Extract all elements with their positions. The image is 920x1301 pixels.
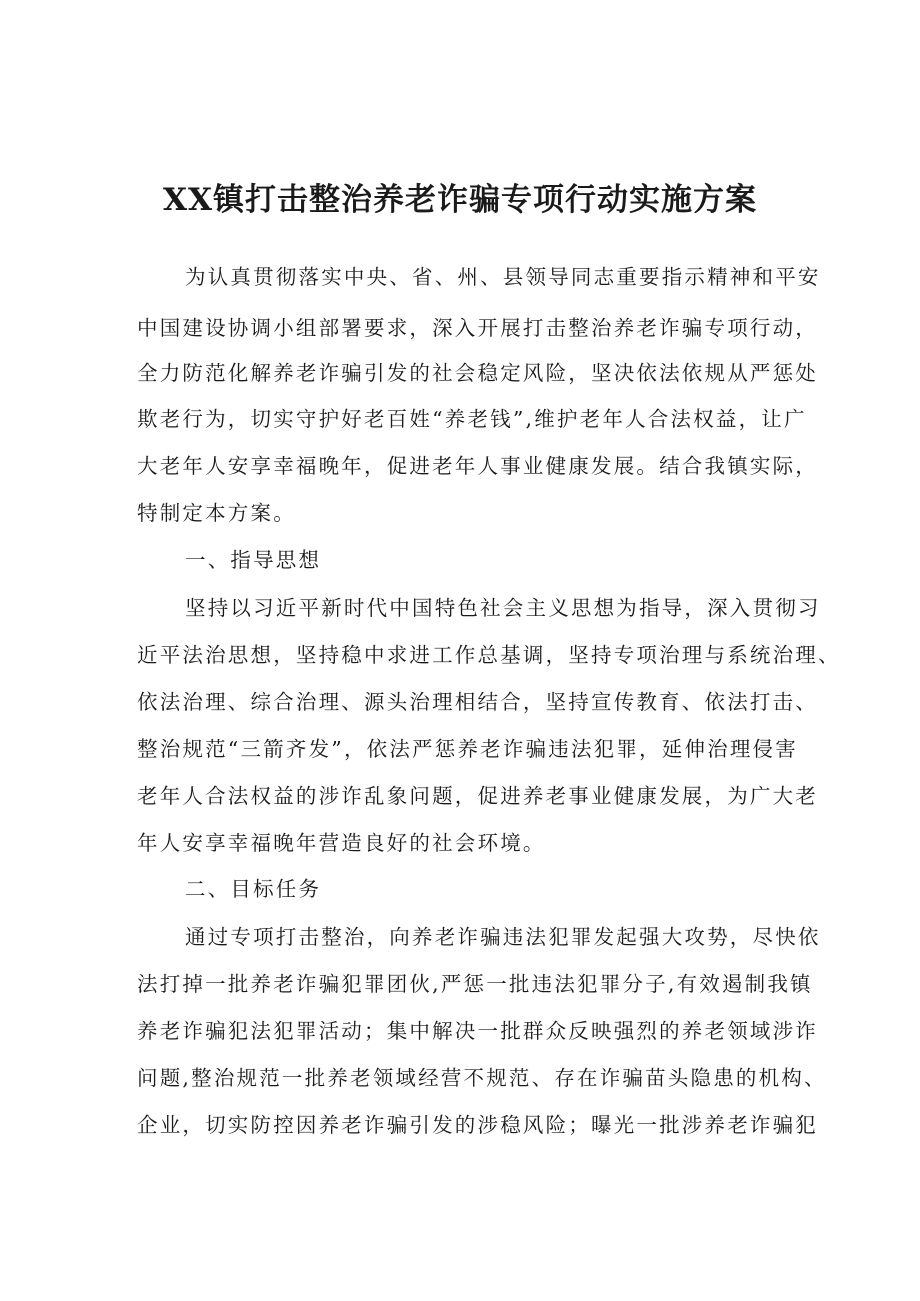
section1-line-6: 年人安享幸福晚年营造良好的社会环境。 [137,831,546,855]
intro-line-4: 欺老行为，切实守护好老百姓“养老钱”,维护老年人合法权益，让广 [137,407,807,431]
section2-line-4: 问题,整治规范一批养老领域经营不规范、存在诈骗苗头隐患的机构、 [137,1066,827,1090]
intro-line-6: 特制定本方案。 [137,501,296,525]
intro-line-2: 中国建设协调小组部署要求，深入开展打击整治养老诈骗专项行动， [137,316,818,340]
section1-line-5: 老年人合法权益的涉诈乱象问题，促进养老事业健康发展，为广大老 [137,784,818,808]
intro-line-1: 为认真贯彻落实中央、省、州、县领导同志重要指示精神和平安 [185,265,821,289]
section1-line-1: 坚持以习近平新时代中国特色社会主义思想为指导，深入贯彻习 [185,596,821,620]
section1-line-4: 整治规范“三箭齐发”，依法严惩养老诈骗违法犯罪，延伸治理侵害 [137,737,798,761]
section-heading-goals-tasks: 二、目标任务 [185,877,322,901]
section2-line-1: 通过专项打击整治，向养老诈骗违法犯罪发起强大攻势，尽快依 [185,925,821,949]
document-title: XX镇打击整治养老诈骗专项行动实施方案 [162,182,758,218]
section2-line-2: 法打掉一批养老诈骗犯罪团伙,严惩一批违法犯罪分子,有效遏制我镇 [137,972,813,996]
intro-line-3: 全力防范化解养老诈骗引发的社会稳定风险，坚决依法依规从严惩处 [137,361,818,385]
section-heading-guiding-ideology: 一、指导思想 [185,548,322,572]
section1-line-2: 近平法治思想，坚持稳中求进工作总基调，坚持专项治理与系统治理、 [137,643,841,667]
intro-line-5: 大老年人安享幸福晚年，促进老年人事业健康发展。结合我镇实际， [137,454,818,478]
section2-line-3: 养老诈骗犯法犯罪活动；集中解决一批群众反映强烈的养老领域涉诈 [137,1019,818,1043]
section1-line-3: 依法治理、综合治理、源头治理相结合，坚持宣传教育、依法打击、 [137,690,818,714]
section2-line-5: 企业，切实防控因养老诈骗引发的涉稳风险；曝光一批涉养老诈骗犯 [137,1113,818,1137]
